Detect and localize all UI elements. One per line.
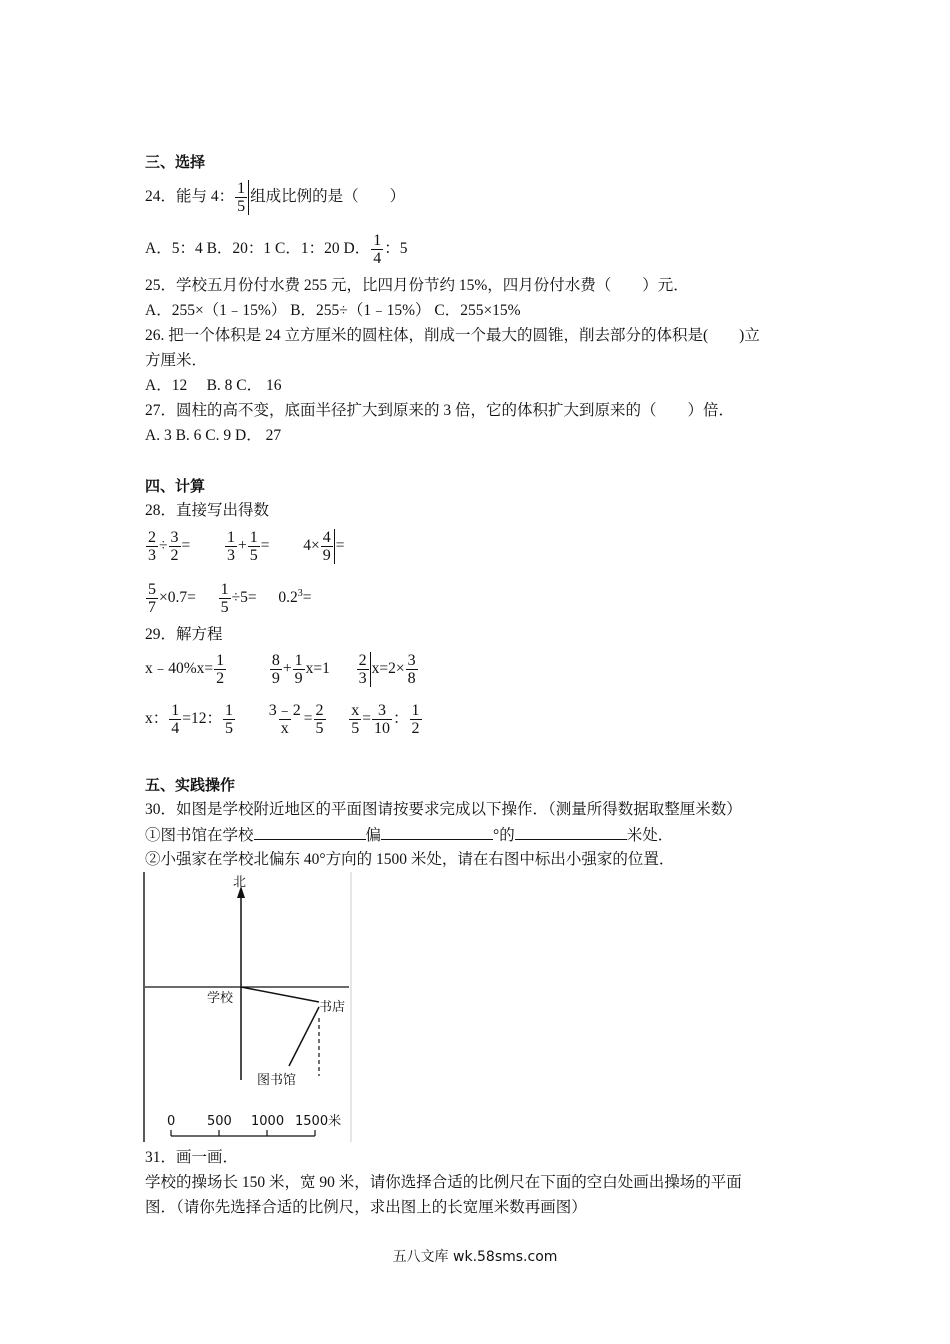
question-30-part-2: ②小强家在学校北偏东 40°方向的 1500 米处，请在右图中标出小强家的位置．: [145, 851, 675, 868]
question-24: 24．能与 4： $\frac{1}{5}$ 组成比例的是（ ）: [145, 180, 406, 215]
library-label: 图书馆: [257, 1073, 297, 1088]
question-28-row-1: $\frac{2}{3}$ ÷ $\frac{3}{2}$ = $\frac{1}{3}$ + $\frac{1}{5}$ = 4× $\frac{4}{9}$ =: [148, 528, 345, 564]
page-footer: 五八文库 wk.58sms.com: [392, 1249, 558, 1265]
fraction: $\frac{1}{3}$: [227, 528, 236, 564]
question-25: 25．学校五月份付水费 255 元，比四月份节约 15%，四月份付水费（ ）元．: [145, 277, 689, 294]
fraction: $\frac{1}{9}$: [294, 651, 303, 687]
scale-label-1500: 1500米: [295, 1114, 342, 1129]
fraction: $\frac{1}{5}$: [249, 528, 258, 564]
fraction: $\frac{3}{10}$: [374, 701, 391, 737]
question-29-row-1: x﹣40%x= $\frac{1}{2}$ $\frac{8}{9}$ + $\frac{1}{9}$ x=1 $\frac{2}{3}$ x=2× $\frac{3}{8}$: [145, 651, 416, 687]
answer-blank[interactable]: [515, 825, 627, 840]
fraction: $\frac{1}{5}$: [235, 180, 249, 215]
question-29-title: 29．解方程: [145, 626, 223, 643]
question-27: 27．圆柱的高不变，底面半径扩大到原来的 3 倍，它的体积扩大到原来的（ ）倍．: [145, 402, 735, 419]
question-26-cont: 方厘米．: [145, 352, 208, 369]
fraction: $\frac{5}{7}$: [148, 581, 156, 617]
answer-blank[interactable]: [381, 825, 493, 840]
fraction: $\frac{4}{9}$: [321, 529, 335, 564]
fraction: $\frac{3}{8}$: [407, 651, 416, 687]
north-label: 北: [233, 875, 247, 890]
fraction: $\frac{3}{2}$: [170, 528, 179, 564]
question-31-line-2: 图．（请你先选择合适的比例尺，求出图上的长宽厘米数再画图）: [145, 1199, 587, 1216]
question-26: 26. 把一个体积是 24 立方厘米的圆柱体，削成一个最大的圆锥，削去部分的体积是( )立: [145, 327, 760, 344]
question-29-row-2: x： $\frac{1}{4}$ =12： $\frac{1}{5}$ $\frac{3﹣2}{x}$ = $\frac{2}{5}$ $\frac{x}{5}$ = $\frac{3}{10}$ ： $\frac{1}{2}$: [145, 701, 420, 737]
scale-label-1000: 1000: [251, 1114, 285, 1129]
question-24-options: A．5：4 B．20：1 C．1：20 D． $\frac{1}{4}$ ：5: [145, 232, 408, 267]
question-28-row-2: $\frac{5}{7}$ ×0.7= $\frac{1}{5}$ $\div 5= 0.2^3=$: [148, 581, 312, 617]
question-30-part-1: ①图书馆在学校 偏 °的 米处．: [145, 827, 674, 844]
fraction: $\frac{1}{4}$: [373, 232, 382, 267]
question-25-options: A．255×（1﹣15%） B．255÷（1﹣15%） C．255×15%: [145, 302, 521, 319]
question-30: 30．如图是学校附近地区的平面图请按要求完成以下操作．（测量所得数据取整厘米数）: [145, 801, 742, 818]
question-26-options: A．12 B. 8 C． 16: [145, 377, 282, 394]
school-area-map: [143, 870, 353, 1142]
school-bookstore-line: [241, 987, 319, 1002]
fraction: $\frac{1}{5}$: [220, 581, 229, 617]
fraction: $\frac{1}{4}$: [171, 701, 180, 737]
fraction: $\frac{8}{9}$: [271, 651, 280, 687]
fraction: $\frac{2}{5}$: [315, 701, 324, 737]
bookstore-library-line: [289, 1007, 319, 1066]
scale-label-0: 0: [167, 1114, 176, 1129]
fraction: $\frac{2}{3}$: [148, 528, 156, 564]
question-27-options: A. 3 B. 6 C. 9 D． 27: [145, 427, 282, 444]
question-28-title: 28．直接写出得数: [145, 502, 270, 519]
fraction: $\frac{x}{5}$: [351, 701, 360, 737]
scale-label-500: 500: [207, 1114, 232, 1129]
fraction: $\frac{3﹣2}{x}$: [268, 701, 301, 737]
question-31-title: 31．画一画．: [145, 1149, 239, 1166]
school-label: 学校: [207, 991, 234, 1006]
fraction: $\frac{1}{2}$: [411, 701, 420, 737]
question-31-line-1: 学校的操场长 150 米，宽 90 米，请你选择合适的比例尺在下面的空白处画出操场的平面: [145, 1174, 742, 1191]
section-title-practice: 五、实践操作: [145, 776, 236, 794]
fraction: $\frac{1}{5}$: [225, 701, 234, 737]
bookstore-label: 书店: [319, 1000, 346, 1015]
fraction: $\frac{1}{2}$: [216, 651, 225, 687]
fraction: $\frac{2}{3}$: [357, 652, 371, 687]
section-title-choice: 三、选择: [145, 153, 206, 171]
answer-blank[interactable]: [254, 825, 366, 840]
section-title-calc: 四、计算: [145, 477, 206, 495]
